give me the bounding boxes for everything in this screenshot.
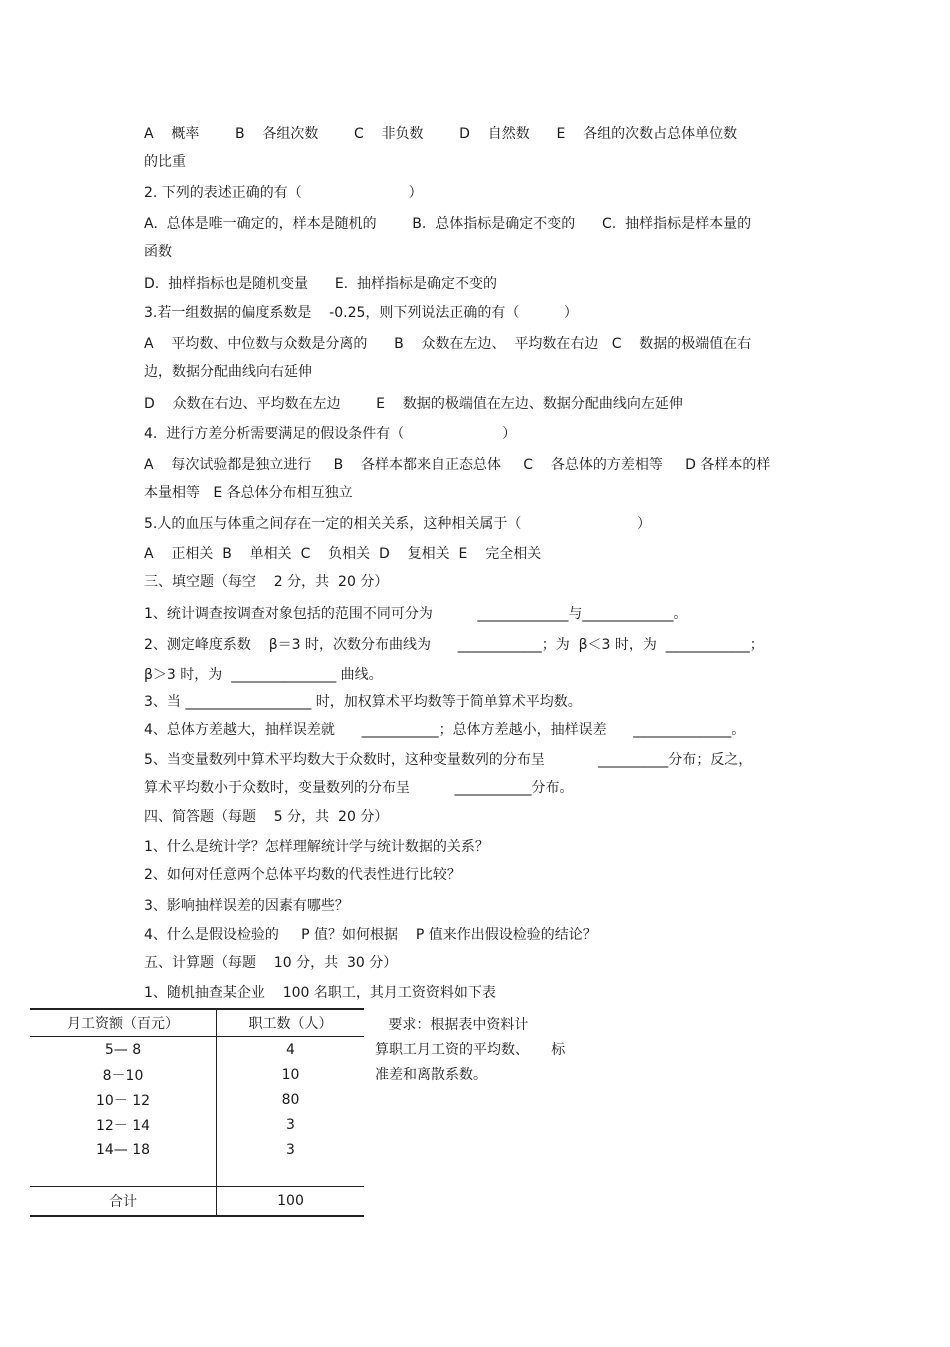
question-5: 5.人的血压与体重之间存在一定的相关关系，这种相关属于（ ） <box>144 516 652 532</box>
employee-count-cell: 4 <box>286 1041 295 1058</box>
table-row <box>30 1062 364 1087</box>
q2-options-line3: D. 抽样指标也是随机变量 E. 抽样指标是确定不变的 <box>144 276 498 292</box>
short-answer-1: 1、什么是统计学？怎样理解统计学与统计数据的关系？ <box>144 839 489 855</box>
total-label-cell: 合计 <box>30 1187 217 1217</box>
header-employee-count: 职工数（人） <box>217 1009 365 1037</box>
q1-options-line2: 的比重 <box>144 154 186 170</box>
fill-blank-2-line1: 2、测定峰度系数 β＝3 时，次数分布曲线为 ____________；为 β＜3 时，为 ____________； <box>144 637 764 653</box>
q2-options-line1: A. 总体是唯一确定的，样本是随机的 B. 总体指标是确定不变的 C. 抽样指标是样本量的 <box>144 216 752 232</box>
wage-range-cell: 12－ 14 <box>30 1112 217 1137</box>
q5-options: A 正相关 B 单相关 C 负相关 D 复相关 E 完全相关 <box>144 546 542 562</box>
q4-options-line2: 本量相等 E 各总体分布相互独立 <box>144 485 353 501</box>
q3-options-line2: 边，数据分配曲线向右延伸 <box>144 364 312 380</box>
q4-options-line1: A 每次试验都是独立进行 B 各样本都来自正态总体 C 各总体的方差相等 D 各样本的样 <box>144 457 771 473</box>
wage-range-cell: 10－ 12 <box>30 1087 217 1112</box>
salary-table <box>30 1008 364 1217</box>
table-header-row <box>30 1009 364 1037</box>
table-total-row <box>30 1187 364 1217</box>
wage-range-cell: 5— 8 <box>30 1037 217 1063</box>
short-answer-2: 2、如何对任意两个总体平均数的代表性进行比较？ <box>144 867 461 883</box>
section-5-heading: 五、计算题（每题 10 分，共 30 分） <box>144 955 398 971</box>
employee-count-cell: 3 <box>286 1116 295 1133</box>
question-4: 4. 进行方差分析需要满足的假设条件有（ ） <box>144 426 517 442</box>
spacer-cell <box>217 1162 365 1187</box>
calc-requirement-note: 要求：根据表中资料计 算职工月工资的平均数、 标 准差和离散系数。 <box>375 1017 566 1083</box>
fill-blank-5-line1: 5、当变量数列中算术平均数大于众数时，这种变量数列的分布呈 __________分布；反之， <box>144 752 753 768</box>
table-row <box>30 1037 364 1063</box>
q1-options-line1: A 概率 B 各组次数 C 非负数 D 自然数 E 各组的次数占总体单位数 <box>144 126 738 142</box>
table-row <box>30 1112 364 1137</box>
question-3: 3.若一组数据的偏度系数是 -0.25，则下列说法正确的有（ ） <box>144 305 578 321</box>
q3-options-line3: D 众数在右边、平均数在左边 E 数据的极端值在左边、数据分配曲线向左延伸 <box>144 396 683 412</box>
header-monthly-wage: 月工资额（百元） <box>30 1009 217 1037</box>
total-value-cell: 100 <box>217 1187 365 1217</box>
employee-count-cell: 80 <box>281 1091 300 1108</box>
section-4-heading: 四、简答题（每题 5 分，共 20 分） <box>144 809 389 825</box>
short-answer-4: 4、什么是假设检验的 P 值？如何根据 P 值来作出假设检验的结论？ <box>144 927 597 943</box>
calc-question-1: 1、随机抽查某企业 100 名职工，其月工资资料如下表 <box>144 985 496 1001</box>
fill-blank-1: 1、统计调查按调查对象包括的范围不同可分为 _____________与_____________。 <box>144 606 688 622</box>
q2-options-line2: 函数 <box>144 244 172 260</box>
short-answer-3: 3、影响抽样误差的因素有哪些？ <box>144 898 349 914</box>
fill-blank-2-line2: β＞3 时，为 _______________ 曲线。 <box>144 667 383 683</box>
table-row <box>30 1137 364 1162</box>
q3-options-line1: A 平均数、中位数与众数是分离的 B 众数在左边、 平均数在右边 C 数据的极端值在右 <box>144 336 752 352</box>
employee-count-cell: 10 <box>281 1066 300 1083</box>
section-3-heading: 三、填空题（每空 2 分，共 20 分） <box>144 574 389 590</box>
question-2: 2. 下列的表述正确的有（ ） <box>144 185 423 201</box>
wage-range-cell: 8－10 <box>30 1062 217 1087</box>
fill-blank-3: 3、当 __________________ 时，加权算术平均数等于简单算术平均数。 <box>144 694 582 710</box>
fill-blank-4: 4、总体方差越大，抽样误差就 ___________；总体方差越小，抽样误差 ______________。 <box>144 722 746 738</box>
employee-count-cell: 3 <box>286 1141 295 1158</box>
fill-blank-5-line2: 算术平均数小于众数时，变量数列的分布呈 ___________分布。 <box>144 780 574 796</box>
wage-range-cell: 14— 18 <box>30 1137 217 1162</box>
table-row <box>30 1087 364 1112</box>
table-spacer-row <box>30 1162 364 1187</box>
spacer-cell <box>30 1162 217 1187</box>
